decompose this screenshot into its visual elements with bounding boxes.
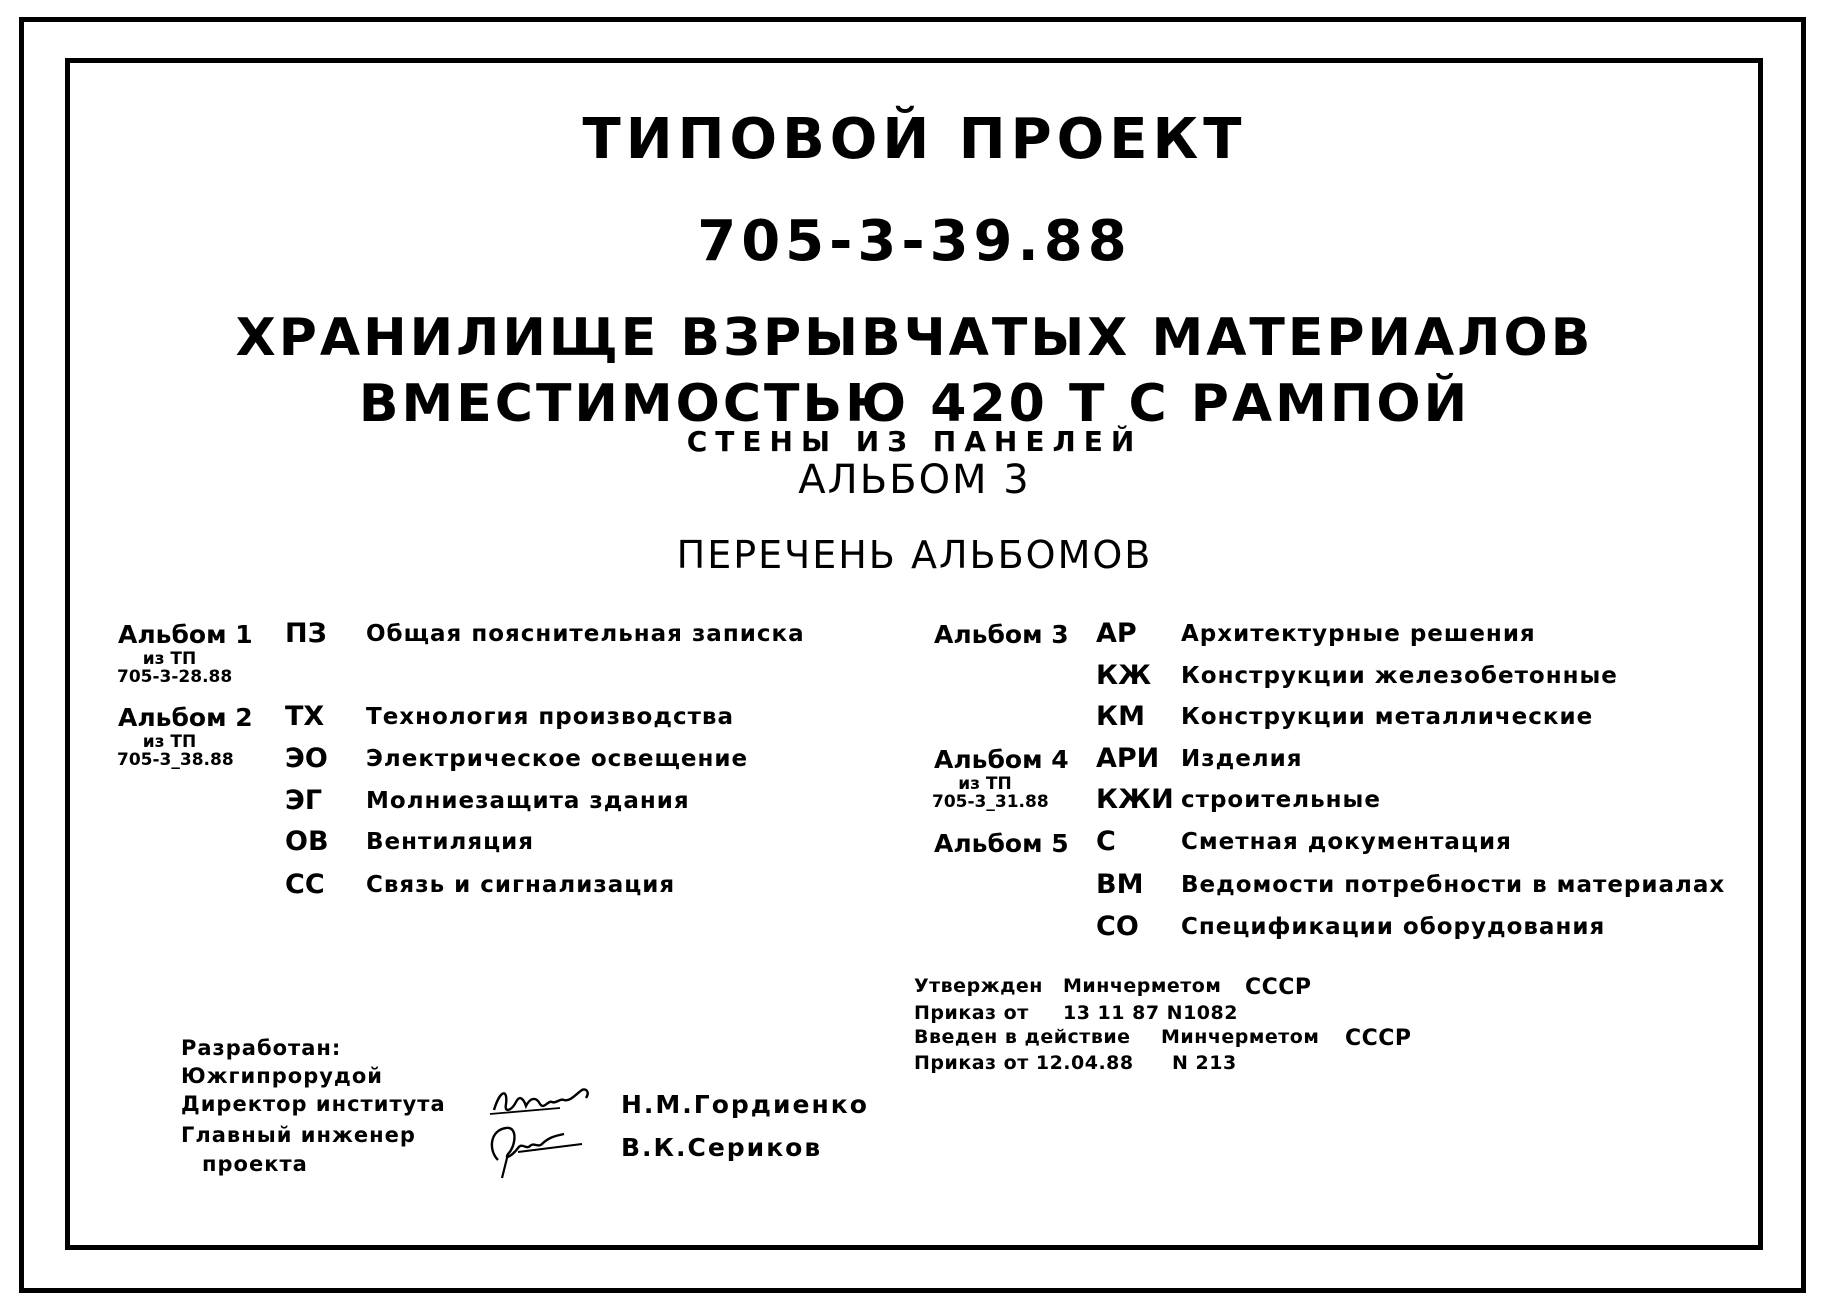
project-title-line1: ХРАНИЛИЩЕ ВЗРЫВЧАТЫХ МАТЕРИАЛОВ [235, 308, 1594, 368]
album-2-source-number: 705-3_38.88 [117, 750, 234, 770]
album-1-source [117, 649, 233, 687]
album-list-heading: ПЕРЕЧЕНЬ АЛЬБОМОВ [676, 533, 1153, 577]
developer-organization: Южгипрорудой [181, 1064, 384, 1088]
section-code: ЭО [285, 743, 328, 774]
approval-line-4b: N 213 [1172, 1052, 1237, 1074]
director-name: Н.М.Гордиенко [621, 1090, 869, 1119]
section-desc: Архитектурные решения [1181, 621, 1536, 647]
chief-engineer-role-line2: проекта [202, 1152, 308, 1176]
approval-line-1b: Минчерметом [1063, 975, 1222, 997]
album-1-label: Альбом 1 [118, 620, 253, 649]
section-code: АРИ [1096, 743, 1160, 774]
album-1-source-number: 705-3-28.88 [117, 667, 233, 687]
approval-line-3c: СССР [1345, 1026, 1412, 1051]
section-desc: Общая пояснительная записка [366, 621, 805, 647]
album-1-source-prefix: из ТП [142, 649, 197, 669]
section-code: ВМ [1096, 869, 1144, 900]
approval-line-4a: Приказ от 12.04.88 [914, 1052, 1134, 1074]
section-code: КМ [1096, 701, 1145, 732]
project-number: 705-3-39.88 [697, 209, 1132, 274]
section-code: СО [1096, 911, 1139, 942]
album-number: АЛЬБОМ 3 [798, 457, 1031, 503]
section-desc: Ведомости потребности в материалах [1181, 872, 1726, 898]
approval-line-1a: Утвержден [914, 975, 1043, 997]
album-2-source-prefix: из ТП [142, 732, 197, 752]
approval-line-2a: Приказ от [914, 1002, 1029, 1024]
section-desc: Электрическое освещение [366, 746, 749, 772]
director-role: Директор института [181, 1092, 446, 1116]
approval-line-2b: 13 11 87 N1082 [1063, 1002, 1238, 1024]
album-4-source-prefix: из ТП [958, 774, 1012, 794]
section-desc: Технология производства [366, 704, 734, 730]
section-code: С [1096, 826, 1116, 857]
section-code: КЖИ [1096, 784, 1174, 815]
chief-engineer-name: В.К.Сериков [621, 1133, 823, 1162]
chief-engineer-role-line1: Главный инженер [181, 1123, 416, 1147]
section-desc: Связь и сигнализация [366, 872, 676, 898]
section-code: ПЗ [285, 618, 327, 649]
project-subtitle: СТЕНЫ ИЗ ПАНЕЛЕЙ [686, 425, 1143, 458]
project-title-line2: ВМЕСТИМОСТЬЮ 420 Т С РАМПОЙ [358, 374, 1471, 434]
section-desc: Сметная документация [1181, 829, 1512, 855]
section-desc: Спецификации оборудования [1181, 914, 1606, 940]
section-code: КЖ [1096, 660, 1152, 691]
album-5-label: Альбом 5 [934, 829, 1069, 858]
album-3-label: Альбом 3 [934, 620, 1069, 649]
section-desc: Конструкции металлические [1181, 704, 1594, 730]
album-2-label: Альбом 2 [118, 703, 253, 732]
project-type: ТИПОВОЙ ПРОЕКТ [582, 107, 1247, 172]
section-desc: Изделия [1181, 746, 1303, 772]
section-code: ТХ [285, 701, 325, 732]
section-desc: Конструкции железобетонные [1181, 663, 1618, 689]
section-code: ЭГ [285, 785, 323, 816]
section-desc: строительные [1181, 787, 1381, 813]
section-desc: Вентиляция [366, 829, 535, 855]
section-code: АР [1096, 618, 1137, 649]
developer-label: Разработан: [181, 1036, 342, 1060]
approval-line-3a: Введен в действие [914, 1026, 1131, 1048]
approval-line-3b: Минчерметом [1161, 1026, 1320, 1048]
album-4-label: Альбом 4 [934, 745, 1069, 774]
section-code: ОВ [285, 826, 329, 857]
chief-engineer-signature [478, 1110, 598, 1180]
album-4-source-number: 705-3_31.88 [932, 792, 1049, 812]
section-desc: Молниезащита здания [366, 788, 690, 814]
album-2-source [117, 732, 234, 770]
section-code: СС [285, 869, 325, 900]
approval-line-1c: СССР [1245, 975, 1312, 1000]
album-4-source [932, 774, 1049, 812]
